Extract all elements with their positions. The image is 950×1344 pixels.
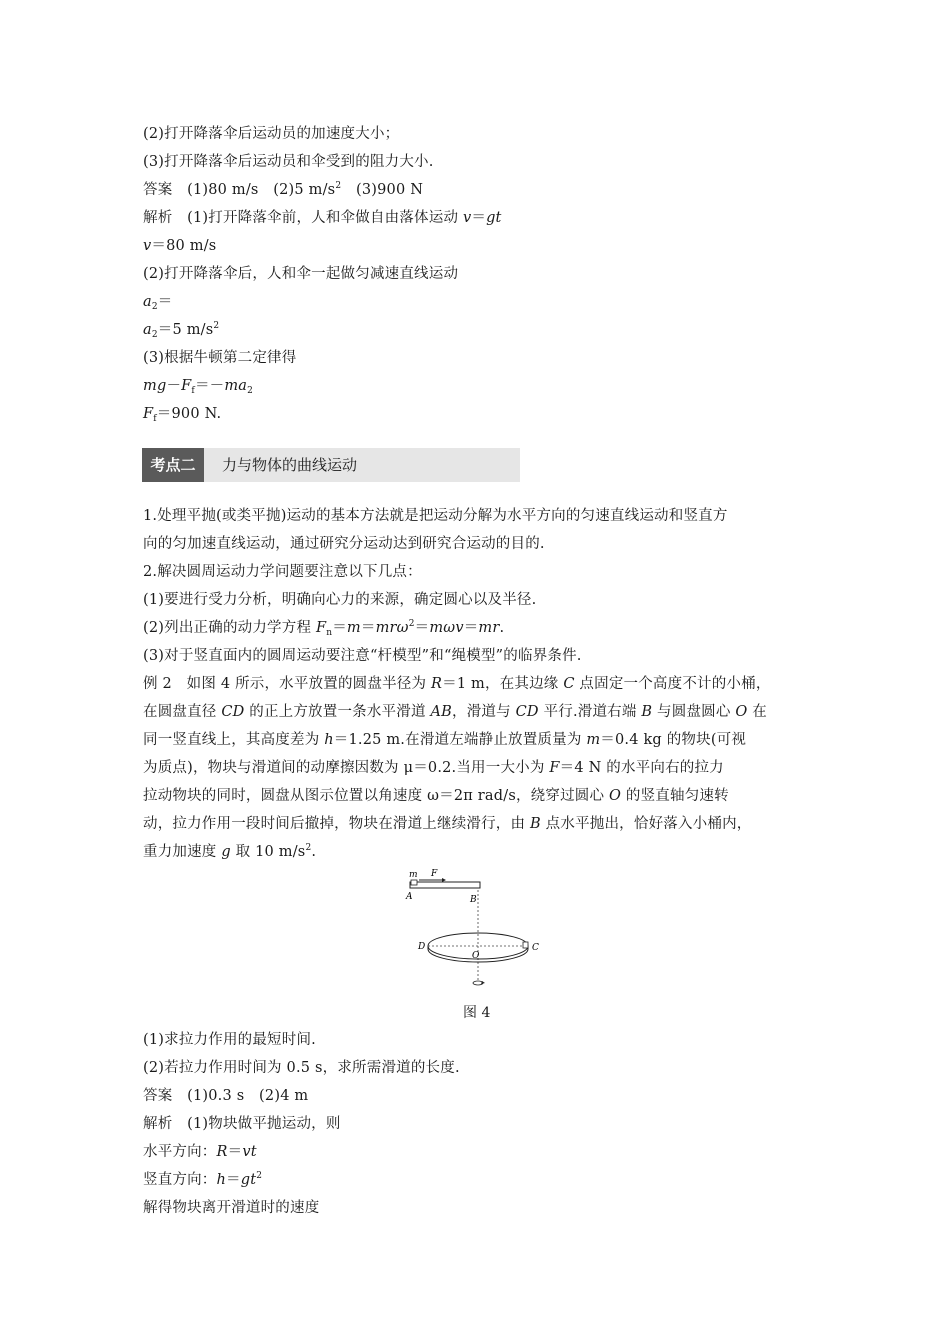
block xyxy=(411,880,417,885)
label-O: O xyxy=(472,951,480,961)
example-line-6: 动，拉力作用一段时间后撤掉，物块在滑道上继续滑行，由 B 点水平抛出，恰好落入小桶内， xyxy=(143,816,752,832)
analysis-line-6: (3)根据牛顿第二定律得 xyxy=(143,350,297,366)
analysis-line-3: (2)打开降落伞后，人和伞一起做匀减速直线运动 xyxy=(143,266,459,282)
figure-caption: 图 4 xyxy=(463,1005,491,1021)
question-2b-line: (2)若拉力作用时间为 0.5 s，求所需滑道的长度. xyxy=(143,1060,460,1076)
example-line-7: 重力加速度 g 取 10 $m/s^2$. xyxy=(143,843,317,860)
analysis2-line-4: 解得物块离开滑道时的速度 xyxy=(143,1200,320,1216)
analysis2-line-2: 水平方向：R＝vt xyxy=(143,1144,257,1160)
disk-slide-figure xyxy=(400,862,560,992)
point-2-sub-2: (2)列出正确的动力学方程 $F_n=m=mr\omega^2=m\omega v=mr$. xyxy=(143,619,505,638)
point-2-sub-1: (1)要进行受力分析，明确向心力的来源，确定圆心以及半径. xyxy=(143,592,537,608)
section-tag: 考点二 xyxy=(142,448,204,482)
label-m: m xyxy=(409,870,418,880)
analysis2-line-3: 竖直方向：$h=gt^2$ xyxy=(143,1171,263,1188)
analysis-line-5: $a_2=5$ $m/s^2$ xyxy=(143,321,220,340)
example-line-1: 例 2 如图 4 所示，水平放置的圆盘半径为 R＝1 m，在其边缘 C 点固定一个高度不计的小桶， xyxy=(143,676,771,692)
point-1-line-1: 1.处理平抛(或类平抛)运动的基本方法就是把运动分解为水平方向的匀速直线运动和竖直方 xyxy=(143,508,728,524)
analysis2-line-1: 解析 (1)物块做平抛运动，则 xyxy=(143,1116,341,1132)
analysis-line-2: v＝80 m/s xyxy=(143,238,217,254)
answer-line-2: 答案 (1)0.3 s (2)4 m xyxy=(143,1088,309,1104)
question-3-line: (3)打开降落伞后运动员和伞受到的阻力大小. xyxy=(143,154,434,170)
example-line-3: 同一竖直线上，其高度差为 h＝1.25 m.在滑道左端静止放置质量为 m＝0.4 kg 的物块(可视 xyxy=(143,732,747,748)
answer-line: 答案 (1)80 m/s (2)5 $m/s^2$ (3)900 N xyxy=(143,181,424,198)
slide-track xyxy=(410,882,480,888)
question-1-line: (1)求拉力作用的最短时间. xyxy=(143,1032,316,1048)
question-2-line: (2)打开降落伞后运动员的加速度大小； xyxy=(143,126,400,142)
label-A: A xyxy=(406,892,413,902)
bucket xyxy=(523,942,528,948)
point-2-line: 2.解决圆周运动力学问题要注意以下几点： xyxy=(143,564,422,580)
label-B: B xyxy=(470,895,477,905)
analysis-line-4: $a_2=$ xyxy=(143,294,173,312)
section-title: 力与物体的曲线运动 xyxy=(222,456,358,474)
analysis-line-8: $F_f=900$ N. xyxy=(143,406,222,424)
analysis-line-7: $mg-F_f=-ma_2$ xyxy=(143,378,254,396)
example-line-2: 在圆盘直径 CD 的正上方放置一条水平滑道 AB，滑道与 CD 平行.滑道右端 B 与圆盘圆心 O 在 xyxy=(143,704,767,720)
label-F: F xyxy=(431,869,438,879)
point-2-sub-3: (3)对于竖直面内的圆周运动要注意“杆模型”和“绳模型”的临界条件. xyxy=(143,648,582,664)
label-C: C xyxy=(532,943,539,953)
point-1-line-2: 向的匀加速直线运动，通过研究分运动达到研究合运动的目的. xyxy=(143,536,545,552)
example-line-5: 拉动物块的同时，圆盘从图示位置以角速度 ω＝2π rad/s，绕穿过圆心 O 的竖直轴匀速转 xyxy=(143,788,729,804)
analysis-line-1: 解析 (1)打开降落伞前，人和伞做自由落体运动 v＝gt xyxy=(143,210,502,226)
example-line-4: 为质点)，物块与滑道间的动摩擦因数为 μ＝0.2.当用一大小为 F＝4 N 的水平向右的拉力 xyxy=(143,760,724,776)
force-arrow-head xyxy=(442,878,446,882)
label-D: D xyxy=(418,942,426,952)
